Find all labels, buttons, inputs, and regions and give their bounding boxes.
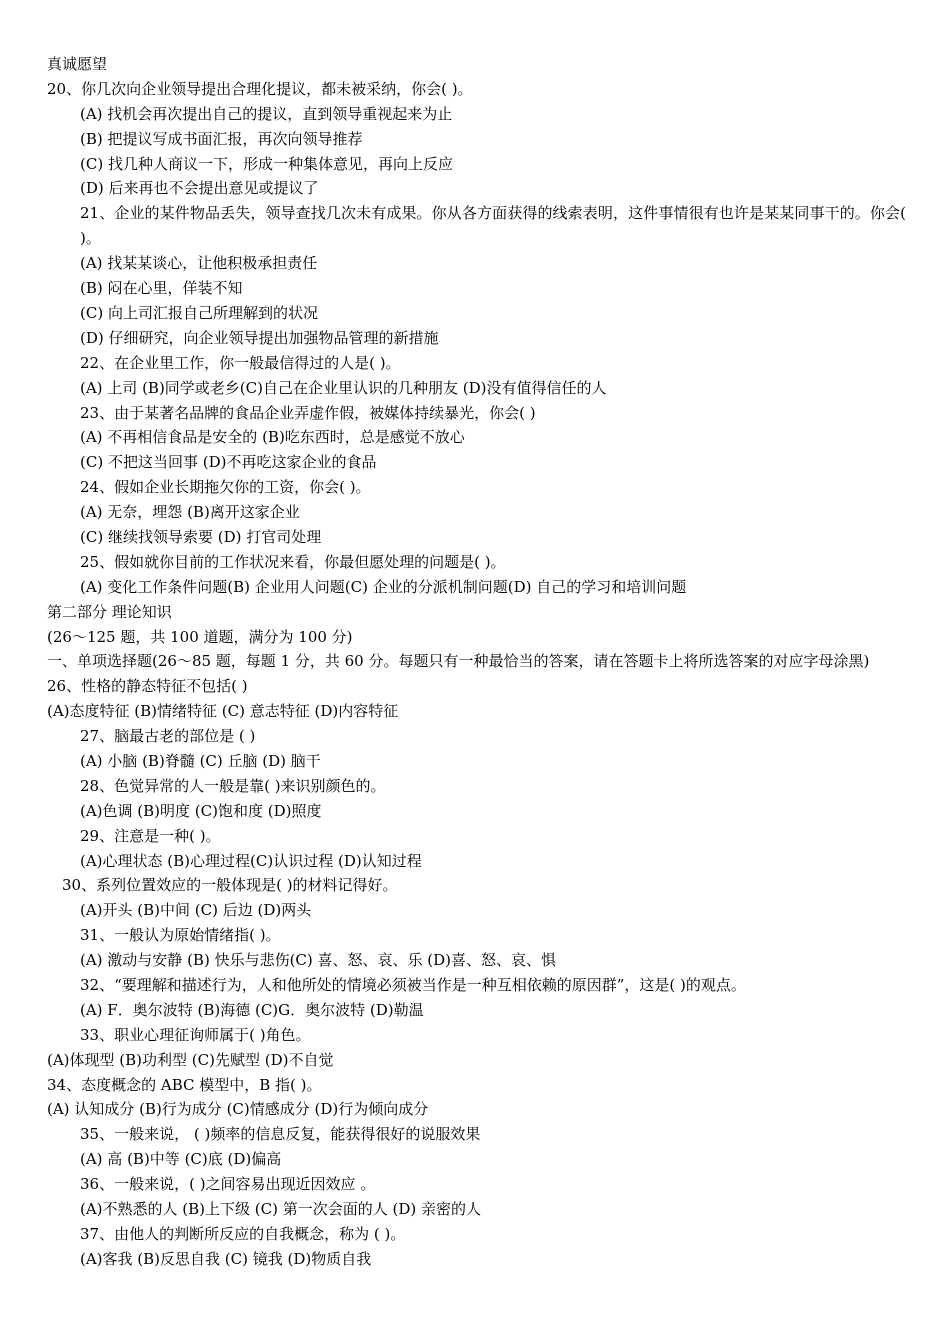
text-line: 28、色觉异常的人一般是靠( )来识别颜色的。: [80, 776, 386, 795]
text-line: 21、企业的某件物品丢失，领导查找几次未有成果。你从各方面获得的线索表明，这件事情很有也许是某某同事干的。你会( )。: [80, 204, 906, 248]
text-line: 26、性格的静态特征不包括( ): [47, 677, 248, 696]
text-line: 真诚愿望: [47, 55, 108, 73]
text-line: (A)心理状态 (B)心理过程(C)认识过程 (D)认知过程: [80, 851, 422, 870]
text-line: (A) 变化工作条件问题(B) 企业用人问题(C) 企业的分派机制问题(D) 自己的学习和培训问题: [80, 577, 687, 596]
text-line: (A)开头 (B)中间 (C) 后边 (D)两头: [80, 901, 312, 920]
text-line: (A) 不再相信食品是安全的 (B)吃东西时，总是感觉不放心: [80, 428, 465, 447]
text-line: (A)客我 (B)反思自我 (C) 镜我 (D)物质自我: [80, 1249, 372, 1268]
text-line: 29、注意是一种( )。: [80, 826, 221, 845]
text-line: (A) 高 (B)中等 (C)底 (D)偏高: [80, 1150, 282, 1169]
text-line: (A) 找某某谈心，让他积极承担责任: [80, 254, 318, 273]
text-line: 30、系列位置效应的一般体现是( )的材料记得好。: [62, 876, 398, 895]
text-line: 20、你几次向企业领导提出合理化提议，都未被采纳，你会( )。: [47, 79, 473, 98]
text-line: 24、假如企业长期拖欠你的工资，你会( )。: [80, 478, 371, 497]
text-line: (A)体现型 (B)功利型 (C)先赋型 (D)不自觉: [47, 1050, 334, 1069]
text-line: (D) 仔细研究，向企业领导提出加强物品管理的新措施: [80, 328, 439, 347]
text-line: (C) 不把这当回事 (D)不再吃这家企业的食品: [80, 453, 377, 472]
text-line: (A) 小脑 (B)脊髓 (C) 丘脑 (D) 脑干: [80, 751, 321, 770]
text-line: (B) 把提议写成书面汇报，再次向领导推荐: [80, 129, 363, 148]
text-line: 34、态度概念的 ABC 模型中，B 指( )。: [47, 1075, 322, 1094]
text-line: 35、一般来说， ( )频率的信息反复，能获得很好的说服效果: [80, 1125, 481, 1144]
text-line: (A) 激动与安静 (B) 快乐与悲伤(C) 喜、怒、哀、乐 (D)喜、怒、哀、惧: [80, 951, 557, 970]
text-line: (C) 找几种人商议一下，形成一种集体意见，再向上反应: [80, 154, 453, 173]
text-line: (D) 后来再也不会提出意见或提议了: [80, 179, 319, 198]
text-line: 第二部分 理论知识: [47, 602, 172, 621]
text-line: 32、“要理解和描述行为，人和他所处的情境必须被当作是一种互相依赖的原因群”，这是( )的观点。: [80, 976, 746, 994]
text-line: (A) 无奈，埋怨 (B)离开这家企业: [80, 503, 300, 522]
text-line: (C) 向上司汇报自己所理解到的状况: [80, 303, 318, 322]
text-line: 37、由他人的判断所反应的自我概念，称为 ( )。: [80, 1224, 406, 1243]
text-line: (C) 继续找领导索要 (D) 打官司处理: [80, 527, 322, 546]
text-line: 一、单项选择题(26～85 题，每题 1 分，共 60 分。每题只有一种最恰当的答案，请在答题卡上将所选答案的对应字母涂黑): [47, 652, 870, 671]
text-line: (A) F．奥尔波特 (B)海德 (C)G．奥尔波特 (D)勒温: [80, 1000, 424, 1019]
text-line: 31、一般认为原始情绪指( )。: [80, 926, 281, 945]
text-line: (26～125 题，共 100 道题，满分为 100 分): [47, 627, 353, 646]
text-line: (A) 认知成分 (B)行为成分 (C)情感成分 (D)行为倾向成分: [47, 1100, 429, 1119]
text-line: 36、一般来说，( )之间容易出现近因效应 。: [80, 1175, 376, 1194]
text-line: 33、职业心理征询师属于( )角色。: [80, 1025, 311, 1044]
text-line: 27、脑最古老的部位是 ( ): [80, 727, 256, 746]
text-line: 22、在企业里工作，你一般最信得过的人是( )。: [80, 353, 401, 372]
text-line: 25、假如就你目前的工作状况来看，你最但愿处理的问题是( )。: [80, 552, 506, 571]
text-line: (A) 找机会再次提出自己的提议，直到领导重视起来为止: [80, 104, 453, 123]
text-line: (A)色调 (B)明度 (C)饱和度 (D)照度: [80, 801, 322, 820]
text-line: (A) 上司 (B)同学或老乡(C)自己在企业里认识的几种朋友 (D)没有值得信任的人: [80, 378, 607, 397]
text-line: (A)不熟悉的人 (B)上下级 (C) 第一次会面的人 (D) 亲密的人: [80, 1200, 482, 1219]
text-line: (A)态度特征 (B)情绪特征 (C) 意志特征 (D)内容特征: [47, 702, 399, 721]
text-line: 23、由于某著名品牌的食品企业弄虚作假，被媒体持续暴光，你会( ): [80, 403, 536, 422]
text-line: (B) 闷在心里，佯装不知: [80, 279, 243, 298]
